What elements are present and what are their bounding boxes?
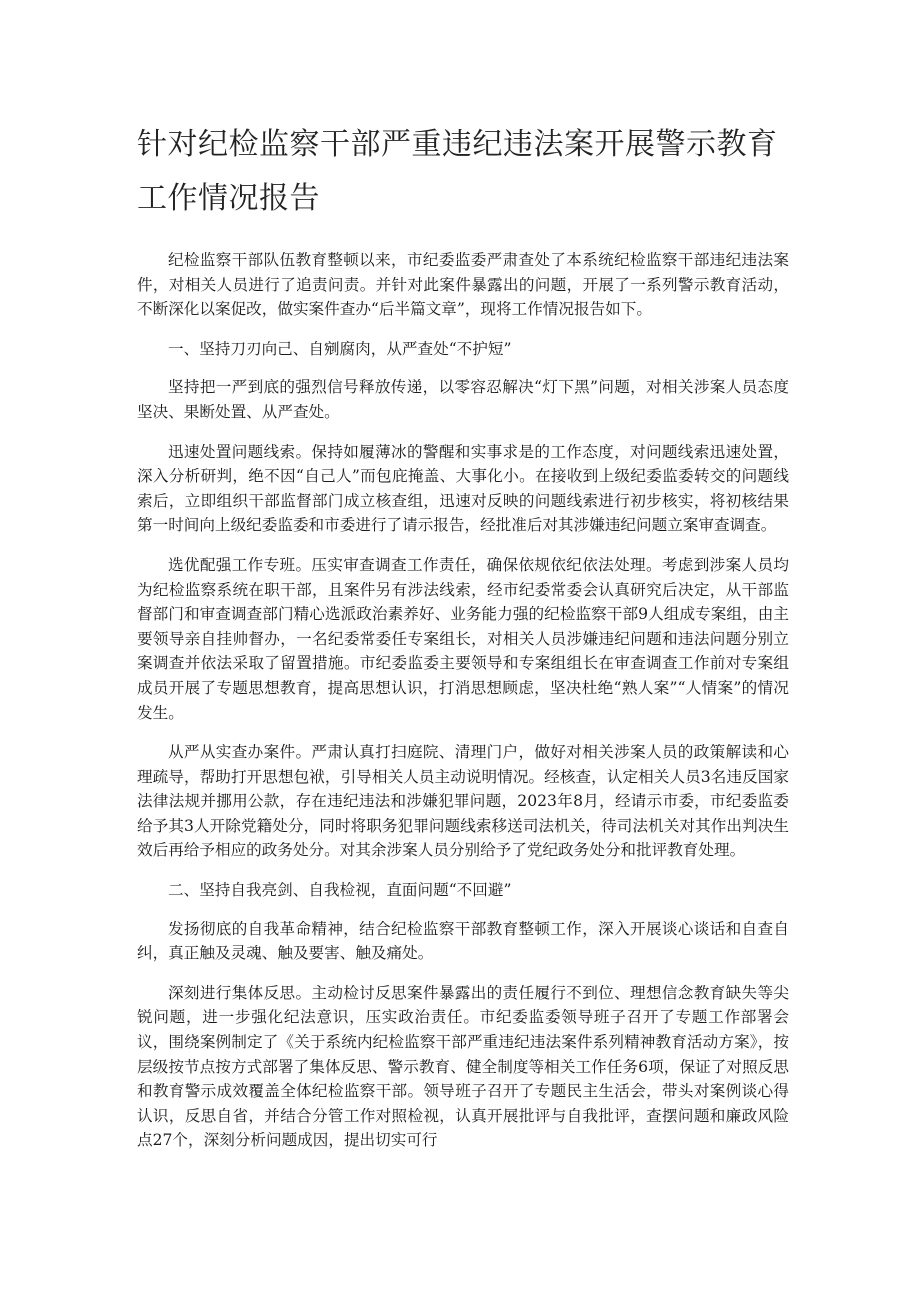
section-1-paragraph-3: 选优配强工作专班。压实审查调查工作责任，确保依规依纪依法处理。考虑到涉案人员均为纪检监察系统在职干部，且案件另有涉法线索，经市纪委常委会认真研究后决定，从干部监督部门和审查调查部门精心选派政治素养好、业务能力强的纪检监察干部9人组成专案组，由主要领导亲自挂帅督办，一名纪委常委任专案组长，对相关人员涉嫌违纪问题和违法问题分别立案调查并依法采取了留置措施。市纪委监委主要领导和专案组组长在审查调查工作前对专案组成员开展了专题思想教育，提高思想认识，打消思想顾虑，坚决杜绝“熟人案”“人情案”的情况发生。 bbox=[137, 555, 789, 722]
document-page bbox=[137, 118, 789, 1168]
document-title: 针对纪检监察干部严重违纪违法案开展警示教育工作情况报告 bbox=[137, 127, 778, 216]
section-2-paragraph-2: 深刻进行集体反思。主动检讨反思案件暴露出的责任履行不到位、理想信念教育缺失等尖锐问题，进一步强化纪法意识，压实政治责任。市纪委监委领导班子召开了专题工作部署会议，围绕案例制定了《关于系统内纪检监察干部严重违纪违法案件系列精神教育活动方案》，按层级按节点按方式部署了集体反思、警示教育、健全制度等相关工作任务6项，保证了对照反思和教育警示成效覆盖全体纪检监察干部。领导班子召开了专题民主生活会，带头对案例谈心得认识，反思自省，并结合分管工作对照检视，认真开展批评与自我批评，查摆问题和廉政风险点27个，深刻分析问题成因，提出切实可行 bbox=[137, 983, 789, 1150]
section-1-paragraph-1: 坚持把一严到底的强烈信号释放传递，以零容忍解决“灯下黑”问题，对相关涉案人员态度坚决、果断处置、从严查处。 bbox=[137, 378, 789, 421]
section-2-paragraph-1: 发扬彻底的自我革命精神，结合纪检监察干部教育整顿工作，深入开展谈心谈话和自查自纠，真正触及灵魂、触及要害、触及痛处。 bbox=[137, 919, 789, 963]
section-1-paragraph-2: 迅速处置问题线索。保持如履薄冰的警醒和实事求是的工作态度，对问题线索迅速处置，深入分析研判，绝不因“自己人”而包庇掩盖、大事化小。在接收到上级纪委监委转交的问题线索后，立即组织干部监督部门成立核查组，迅速对反映的问题线索进行初步核实，将初核结果第一时间向上级纪委监委和市委进行了请示报告，经批准后对其涉嫌违纪问题立案审查调查。 bbox=[137, 442, 789, 535]
intro-paragraph: 纪检监察干部队伍教育整顿以来，市纪委监委严肃查处了本系统纪检监察干部违纪违法案件，对相关人员进行了追责问责。并针对此案件暴露出的问题，开展了一系列警示教育活动，不断深化以案促改，做实案件查办“后半篇文章”，现将工作情况报告如下。 bbox=[137, 251, 789, 319]
section-1-heading: 一、坚持刀刃向己、自剜腐肉，从严查处“不护短” bbox=[168, 339, 512, 358]
section-2-heading: 二、坚持自我亮剑、自我检视，直面问题“不回避” bbox=[168, 881, 512, 900]
section-1-paragraph-4: 从严从实查办案件。严肃认真打扫庭院、清理门户，做好对相关涉案人员的政策解读和心理疏导，帮助打开思想包袱，引导相关人员主动说明情况。经核查，认定相关人员3名违反国家法律法规并挪用公款，存在违纪违法和涉嫌犯罪问题，2023年8月，经请示市委，市纪委监委给予其3人开除党籍处分，同时将职务犯罪问题线索移送司法机关，待司法机关对其作出判决生效后再给予相应的政务处分。对其余涉案人员分别给予了党纪政务处分和批评教育处理。 bbox=[137, 743, 789, 860]
